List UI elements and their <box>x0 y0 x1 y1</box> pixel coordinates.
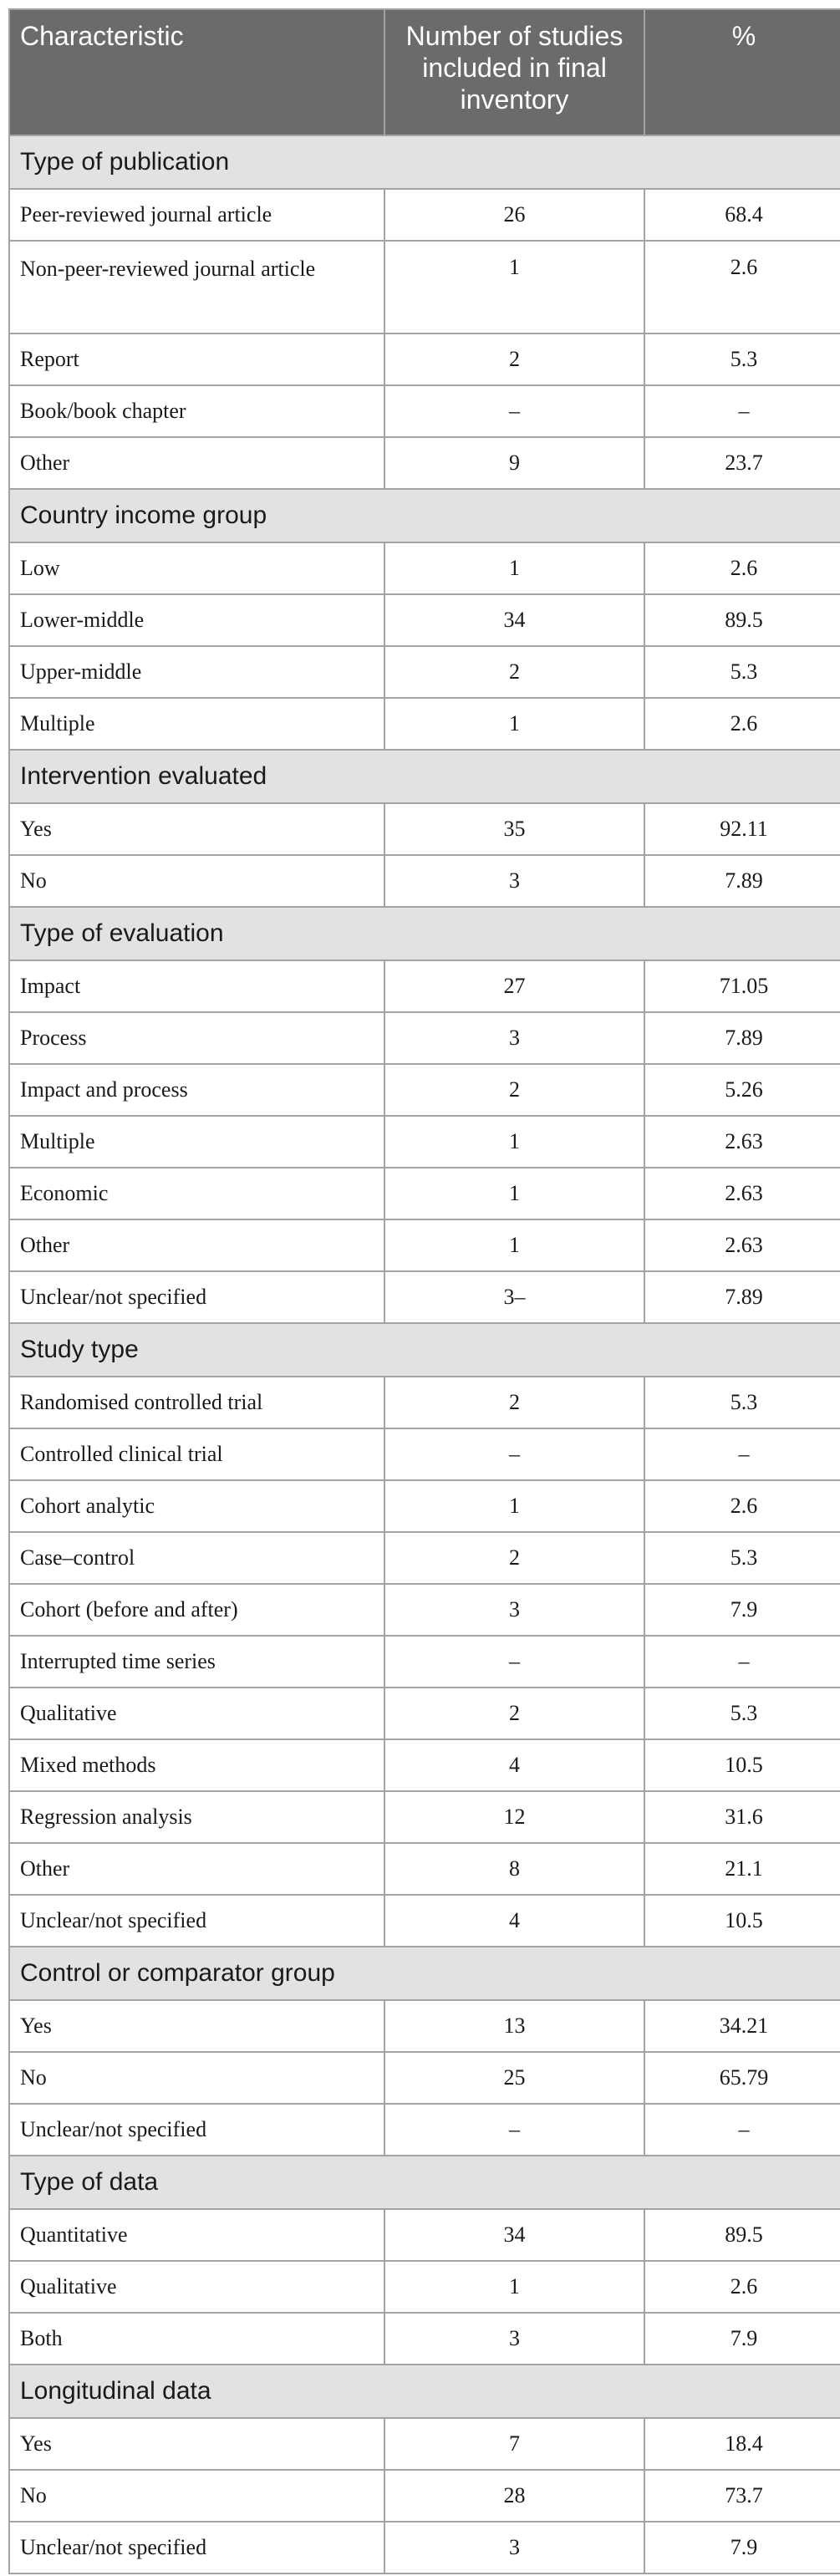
table-header <box>9 9 840 135</box>
table-row <box>9 698 840 750</box>
row-count: 1 <box>384 241 644 333</box>
row-label: Other <box>9 1219 384 1271</box>
section-title: Longitudinal data <box>9 2365 840 2418</box>
row-count: 1 <box>384 1219 644 1271</box>
row-percent: 92.11 <box>644 803 840 855</box>
table-row <box>9 1271 840 1323</box>
row-label: Non-peer-reviewed journal article <box>9 241 384 333</box>
row-label: Process <box>9 1012 384 1064</box>
row-percent: 2.6 <box>644 1480 840 1532</box>
row-percent: 7.9 <box>644 1584 840 1636</box>
row-count: 1 <box>384 1480 644 1532</box>
table-row <box>9 1480 840 1532</box>
row-count: 2 <box>384 333 644 385</box>
section-title: Type of publication <box>9 135 840 189</box>
row-label: No <box>9 855 384 907</box>
row-count: 1 <box>384 542 644 594</box>
row-count: 2 <box>384 1688 644 1739</box>
row-percent: – <box>644 1636 840 1688</box>
row-count: 1 <box>384 1168 644 1219</box>
section-header-row <box>9 1947 840 2000</box>
row-count: 26 <box>384 189 644 241</box>
row-percent: 2.6 <box>644 241 840 333</box>
row-percent: 2.6 <box>644 542 840 594</box>
header-percent: % <box>644 9 840 135</box>
row-label: Cohort (before and after) <box>9 1584 384 1636</box>
section-title: Type of evaluation <box>9 907 840 960</box>
row-percent: 68.4 <box>644 189 840 241</box>
row-percent: 2.63 <box>644 1116 840 1168</box>
row-count: 1 <box>384 698 644 750</box>
header-number-of-studies: Number of studies included in final inventory <box>384 9 644 135</box>
row-percent: 89.5 <box>644 594 840 646</box>
row-count: 3 <box>384 2522 644 2573</box>
row-count: 9 <box>384 437 644 489</box>
row-percent: 2.63 <box>644 1168 840 1219</box>
row-percent: 5.3 <box>644 646 840 698</box>
table-row <box>9 594 840 646</box>
table-row <box>9 2052 840 2104</box>
table-row <box>9 2313 840 2365</box>
row-count: 3 <box>384 855 644 907</box>
section-title: Country income group <box>9 489 840 542</box>
row-label: Case–control <box>9 1532 384 1584</box>
row-label: Impact <box>9 960 384 1012</box>
table-row <box>9 1219 840 1271</box>
row-label: Qualitative <box>9 2261 384 2313</box>
table-row <box>9 1532 840 1584</box>
row-label: Yes <box>9 2000 384 2052</box>
section-header-row <box>9 1323 840 1377</box>
row-count: 2 <box>384 1064 644 1116</box>
row-label: Other <box>9 437 384 489</box>
table-row <box>9 437 840 489</box>
row-label: Mixed methods <box>9 1739 384 1791</box>
row-label: Both <box>9 2313 384 2365</box>
row-label: No <box>9 2470 384 2522</box>
row-count: 3– <box>384 1271 644 1323</box>
row-percent: 5.3 <box>644 1377 840 1428</box>
table-row <box>9 803 840 855</box>
table-row <box>9 1688 840 1739</box>
row-percent: 7.9 <box>644 2522 840 2573</box>
row-percent: – <box>644 1428 840 1480</box>
row-label: No <box>9 2052 384 2104</box>
row-percent: 5.3 <box>644 333 840 385</box>
table-row <box>9 855 840 907</box>
section-header-row <box>9 489 840 542</box>
row-percent: 10.5 <box>644 1895 840 1947</box>
row-percent: 89.5 <box>644 2209 840 2261</box>
row-label: Impact and process <box>9 1064 384 1116</box>
row-percent: 2.6 <box>644 698 840 750</box>
row-percent: 34.21 <box>644 2000 840 2052</box>
section-header-row <box>9 750 840 803</box>
row-count: 7 <box>384 2418 644 2470</box>
header-row <box>9 9 840 135</box>
characteristics-table <box>8 8 840 2574</box>
table-row <box>9 542 840 594</box>
row-count: 28 <box>384 2470 644 2522</box>
section-header-row <box>9 2365 840 2418</box>
row-count: 3 <box>384 2313 644 2365</box>
row-count: 25 <box>384 2052 644 2104</box>
row-percent: – <box>644 2104 840 2156</box>
row-label: Yes <box>9 803 384 855</box>
table-body <box>9 135 840 2573</box>
table-row <box>9 2209 840 2261</box>
row-label: Multiple <box>9 1116 384 1168</box>
table-row <box>9 1116 840 1168</box>
table-row <box>9 385 840 437</box>
table-row <box>9 1584 840 1636</box>
row-count: 3 <box>384 1012 644 1064</box>
table-row <box>9 2104 840 2156</box>
table-row <box>9 1377 840 1428</box>
table-row <box>9 189 840 241</box>
row-count: 4 <box>384 1895 644 1947</box>
row-percent: 7.89 <box>644 1012 840 1064</box>
section-header-row <box>9 2156 840 2209</box>
table-container <box>8 8 840 2574</box>
table-row <box>9 960 840 1012</box>
row-label: Unclear/not specified <box>9 2104 384 2156</box>
row-count: 12 <box>384 1791 644 1843</box>
row-count: 1 <box>384 2261 644 2313</box>
row-count: 34 <box>384 2209 644 2261</box>
table-row <box>9 1168 840 1219</box>
row-label: Economic <box>9 1168 384 1219</box>
row-percent: 5.3 <box>644 1688 840 1739</box>
table-row <box>9 1428 840 1480</box>
row-count: 27 <box>384 960 644 1012</box>
row-count: 4 <box>384 1739 644 1791</box>
table-row <box>9 2522 840 2573</box>
table-row <box>9 1636 840 1688</box>
section-header-row <box>9 135 840 189</box>
row-label: Regression analysis <box>9 1791 384 1843</box>
table-row <box>9 241 840 333</box>
row-label: Low <box>9 542 384 594</box>
section-title: Intervention evaluated <box>9 750 840 803</box>
row-label: Unclear/not specified <box>9 2522 384 2573</box>
row-percent: 10.5 <box>644 1739 840 1791</box>
section-title: Control or comparator group <box>9 1947 840 2000</box>
table-row <box>9 1012 840 1064</box>
row-label: Report <box>9 333 384 385</box>
row-label: Peer-reviewed journal article <box>9 189 384 241</box>
section-title: Study type <box>9 1323 840 1377</box>
row-percent: 5.26 <box>644 1064 840 1116</box>
row-count: 1 <box>384 1116 644 1168</box>
row-count: 2 <box>384 1532 644 1584</box>
row-percent: 31.6 <box>644 1791 840 1843</box>
row-count: 2 <box>384 1377 644 1428</box>
row-percent: 5.3 <box>644 1532 840 1584</box>
table-row <box>9 646 840 698</box>
table-row <box>9 1843 840 1895</box>
row-percent: 7.89 <box>644 855 840 907</box>
row-count: – <box>384 1636 644 1688</box>
table-row <box>9 2418 840 2470</box>
row-label: Quantitative <box>9 2209 384 2261</box>
row-label: Interrupted time series <box>9 1636 384 1688</box>
row-percent: 71.05 <box>644 960 840 1012</box>
table-row <box>9 1739 840 1791</box>
row-label: Other <box>9 1843 384 1895</box>
row-count: 3 <box>384 1584 644 1636</box>
table-row <box>9 1895 840 1947</box>
row-label: Book/book chapter <box>9 385 384 437</box>
row-percent: 18.4 <box>644 2418 840 2470</box>
row-label: Randomised controlled trial <box>9 1377 384 1428</box>
row-percent: 65.79 <box>644 2052 840 2104</box>
row-count: 34 <box>384 594 644 646</box>
row-label: Multiple <box>9 698 384 750</box>
row-label: Controlled clinical trial <box>9 1428 384 1480</box>
table-row <box>9 333 840 385</box>
row-percent: 2.63 <box>644 1219 840 1271</box>
table-row <box>9 1791 840 1843</box>
row-label: Unclear/not specified <box>9 1895 384 1947</box>
table-row <box>9 2261 840 2313</box>
row-label: Yes <box>9 2418 384 2470</box>
row-count: – <box>384 1428 644 1480</box>
row-percent: 7.89 <box>644 1271 840 1323</box>
row-label: Cohort analytic <box>9 1480 384 1532</box>
table-row <box>9 2000 840 2052</box>
row-label: Lower-middle <box>9 594 384 646</box>
row-label: Unclear/not specified <box>9 1271 384 1323</box>
row-percent: – <box>644 385 840 437</box>
header-characteristic: Characteristic <box>9 9 384 135</box>
table-row <box>9 1064 840 1116</box>
row-count: 35 <box>384 803 644 855</box>
row-percent: 21.1 <box>644 1843 840 1895</box>
row-label: Upper-middle <box>9 646 384 698</box>
row-count: 2 <box>384 646 644 698</box>
section-header-row <box>9 907 840 960</box>
row-percent: 73.7 <box>644 2470 840 2522</box>
row-percent: 23.7 <box>644 437 840 489</box>
section-title: Type of data <box>9 2156 840 2209</box>
row-count: 8 <box>384 1843 644 1895</box>
row-label: Qualitative <box>9 1688 384 1739</box>
row-percent: 2.6 <box>644 2261 840 2313</box>
row-count: – <box>384 385 644 437</box>
row-percent: 7.9 <box>644 2313 840 2365</box>
row-count: – <box>384 2104 644 2156</box>
table-row <box>9 2470 840 2522</box>
row-count: 13 <box>384 2000 644 2052</box>
